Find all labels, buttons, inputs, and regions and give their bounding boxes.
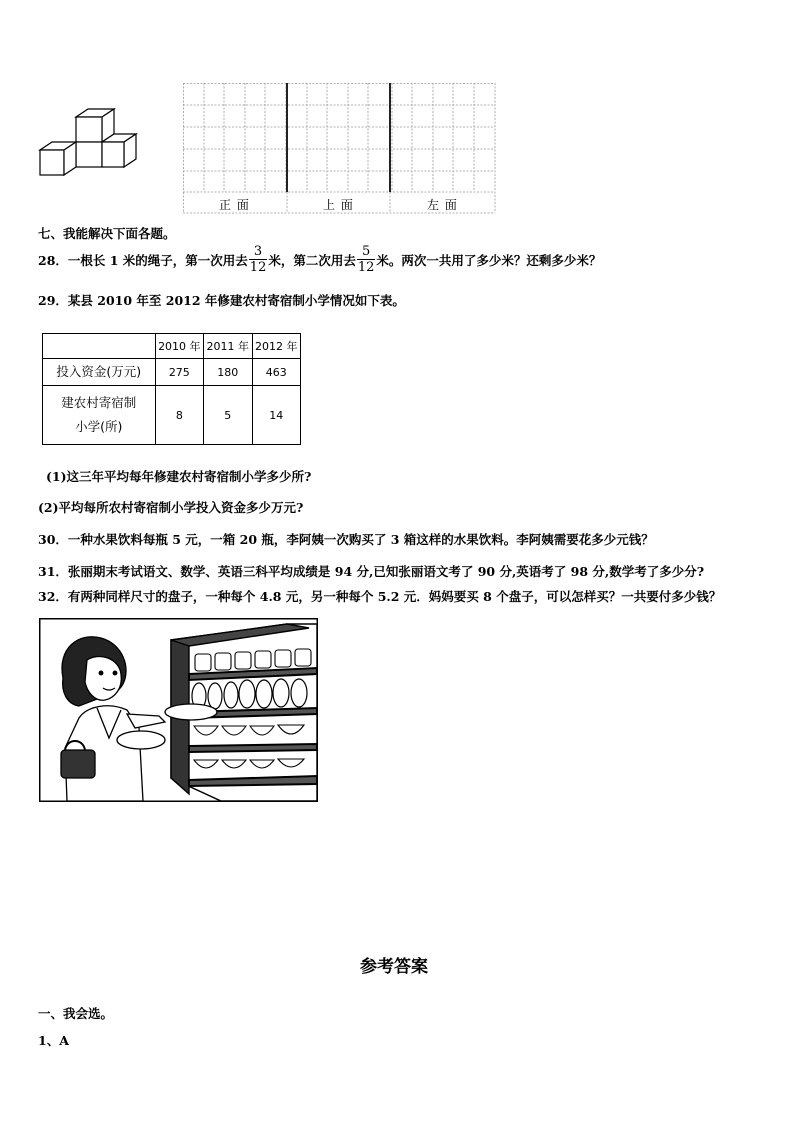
section-7-title: 七、我能解决下面各题。 xyxy=(38,226,176,241)
fraction-numerator: 3 xyxy=(253,244,263,259)
question-30: 30．一种水果饮料每瓶 5 元，一箱 20 瓶，李阿姨一次购买了 3 箱这样的水果饮料。李阿姨需要花多少元钱？ xyxy=(38,532,654,547)
table-header-2010: 2010 年 xyxy=(155,334,203,359)
top-view-label: 上 面 xyxy=(323,198,354,212)
q28-text-after: 米。两次一共用了多少米？还剩多少米？ xyxy=(376,252,602,268)
fraction-numerator: 5 xyxy=(361,244,371,259)
question-29: 29．某县 2010 年至 2012 年修建农村寄宿制小学情况如下表。 xyxy=(38,293,405,308)
fraction-3-12 xyxy=(249,244,268,275)
row-label-schools xyxy=(43,386,156,445)
question-32: 32．有两种同样尺寸的盘子，一种每个 4.8 元，另一种每个 5.2 元．妈妈要买 8 个盘子，可以怎样买？一共要付多少钱？ xyxy=(38,589,722,604)
table-cell: 5 xyxy=(204,386,252,445)
row-label-line1: 建农村寄宿制 xyxy=(61,395,137,411)
answer-1: 1、A xyxy=(38,1033,69,1048)
question-28 xyxy=(38,244,601,275)
table-header-2011: 2011 年 xyxy=(204,334,252,359)
question-29-1: (1)这三年平均每年修建农村寄宿制小学多少所? xyxy=(46,469,312,484)
table-cell: 275 xyxy=(155,359,203,386)
row-label-investment: 投入资金(万元) xyxy=(43,359,156,386)
cube-figure xyxy=(38,105,140,181)
table-header-2012: 2012 年 xyxy=(252,334,300,359)
question-29-2: (2)平均每所农村寄宿制小学投入资金多少万元? xyxy=(38,500,304,515)
fraction-denominator: 12 xyxy=(249,260,267,275)
row-label-line2: 小学(所) xyxy=(75,419,123,435)
left-view-label: 左 面 xyxy=(427,198,458,212)
table-header-empty xyxy=(43,334,156,359)
table-cell: 14 xyxy=(252,386,300,445)
table-cell: 8 xyxy=(155,386,203,445)
table-cell: 463 xyxy=(252,359,300,386)
fraction-5-12 xyxy=(357,244,376,275)
front-view-label: 正 面 xyxy=(219,198,250,212)
answer-section-1: 一、我会选。 xyxy=(38,1006,114,1021)
drawing-grid[interactable] xyxy=(183,83,496,214)
school-construction-table xyxy=(42,333,301,445)
question-31: 31．张丽期末考试语文、数学、英语三科平均成绩是 94 分,已知张丽语文考了 90 分,英语考了 98 分,数学考了多少分? xyxy=(38,564,705,579)
answer-title: 参考答案 xyxy=(360,957,428,977)
plate-shop-illustration xyxy=(39,618,318,802)
fraction-denominator: 12 xyxy=(357,260,375,275)
q28-text-before: 28．一根长 1 米的绳子，第一次用去 xyxy=(38,252,248,268)
q28-text-mid: 米，第二次用去 xyxy=(268,252,356,268)
table-cell: 180 xyxy=(204,359,252,386)
